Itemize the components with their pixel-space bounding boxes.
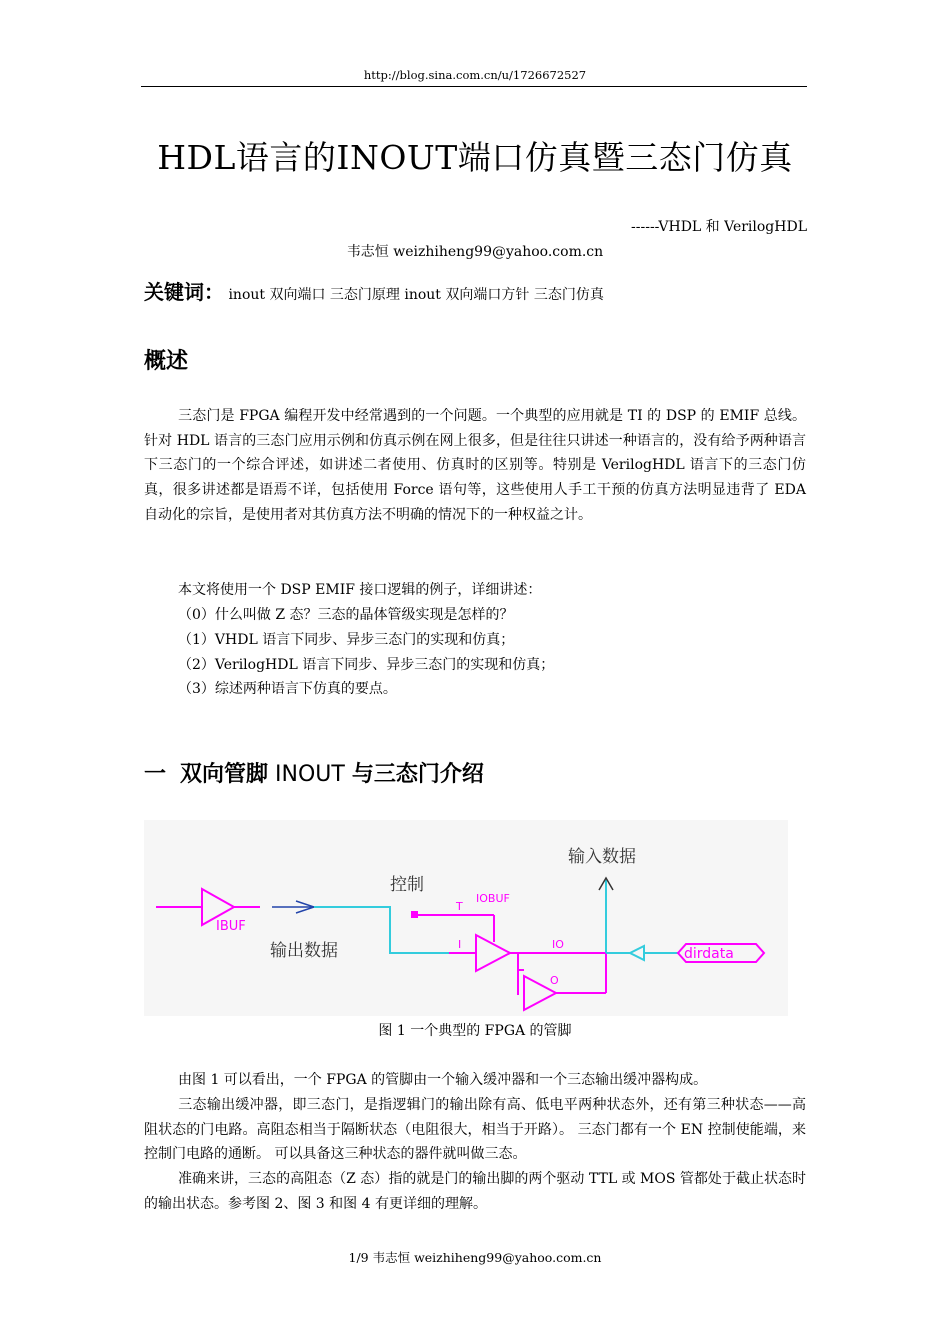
header-url[interactable]: http://blog.sina.com.cn/u/1726672527 [363, 68, 587, 82]
dirdata-label: dirdata [684, 946, 734, 962]
author-line: 韦志恒 weizhiheng99@yahoo.com.cn [346, 244, 604, 260]
section-1-paragraph-1-text: 由图 1 可以看出，一个 FPGA 的管脚由一个输入缓冲器和一个三态输出缓冲器构成。 [178, 1072, 708, 1088]
overview-paragraph-2-text: 本文将使用一个 DSP EMIF 接口逻辑的例子，详细讲述： [178, 582, 542, 598]
section-1-paragraph-2 [144, 1093, 806, 1167]
document-subtitle: ------VHDL 和 VerilogHDL [631, 219, 807, 235]
figure-1-caption: 图 1 一个典型的 FPGA 的管脚 [378, 1023, 572, 1039]
list-item: （2）VerilogHDL 语言下同步、异步三态门的实现和仿真； [178, 656, 555, 673]
control-node [411, 911, 418, 918]
section-1-paragraph-1 [144, 1068, 806, 1093]
list-item: （0）什么叫做 Z 态？三态的晶体管级实现是怎样的？ [178, 607, 514, 623]
i-pin-label: I [458, 938, 462, 951]
section-1-paragraph-3 [144, 1167, 806, 1216]
document-title: HDL语言的INOUT端口仿真暨三态门仿真 [157, 138, 793, 177]
keywords-label: 关键词： [144, 280, 224, 304]
section-1-paragraph-2-text: 三态输出缓冲器，即三态门，是指逻辑门的输出除有高、低电平两种状态外，还有第三种状态——高阻状态的门电路。高阻态相当于隔断状态（电阻很大，相当于开路）。 三态门都有一个 EN 控制使能端，来控制门电路的通断。 可以具备这三种状态的器件就叫做三态。 [144, 1097, 806, 1163]
section-1-title-inout: INOUT [275, 762, 345, 787]
diagram-background [144, 820, 788, 1016]
ibuf-label: IBUF [216, 919, 246, 934]
page-footer: 1/9 韦志恒 weizhiheng99@yahoo.com.cn [348, 1250, 602, 1265]
list-item: （3）综述两种语言下仿真的要点。 [178, 681, 397, 698]
keywords-line [144, 276, 604, 305]
overview-paragraph-1 [144, 404, 806, 528]
output-data-label: 输出数据 [270, 941, 338, 961]
input-data-label: 输入数据 [568, 847, 636, 867]
overview-paragraph-2 [144, 578, 806, 603]
iobuf-label: IOBUF [476, 892, 510, 905]
section-1-title-part2: 与三态门介绍 [351, 762, 484, 787]
section-1-title-part1: 双向管脚 [180, 762, 269, 787]
t-pin-label: T [456, 900, 463, 913]
overview-list [178, 603, 554, 702]
io-pin-label: IO [552, 938, 564, 951]
control-label: 控制 [390, 875, 424, 895]
section-1-number: 一 [144, 762, 167, 787]
list-item: （1）VHDL 语言下同步、异步三态门的实现和仿真； [178, 631, 515, 648]
header-rule [141, 86, 807, 87]
overview-heading: 概述 [144, 349, 189, 374]
section-1-heading [144, 757, 484, 788]
o-pin-label: O [550, 974, 559, 987]
overview-paragraph-1-text: 三态门是 FPGA 编程开发中经常遇到的一个问题。一个典型的应用就是 TI 的 DSP 的 EMIF 总线。针对 HDL 语言的三态门应用示例和仿真示例在网上很多，但是往往只讲述一种语言的，没有给予两种语言下三态门的一个综合评述，如讲述二者使用、仿真时的区别等。特别是 VerilogHDL 语言下的三态门仿真，很多讲述都是语焉不详，包括使用 Force 语句等，这些使用人手工干预的仿真方法明显违背了 EDA 自动化的宗旨，是使用者对其仿真方法不明确的情况下的一种权益之计。 [144, 408, 806, 523]
keywords-text: inout 双向端口 三态门原理 inout 双向端口方针 三态门仿真 [228, 287, 604, 303]
section-1-paragraph-3-text: 准确来讲，三态的高阻态（Z 态）指的就是门的输出脚的两个驱动 TTL 或 MOS 管都处于截止状态时的输出状态。参考图 2、图 3 和图 4 有更详细的理解。 [144, 1171, 806, 1212]
fpga-pin-diagram [144, 820, 788, 1016]
